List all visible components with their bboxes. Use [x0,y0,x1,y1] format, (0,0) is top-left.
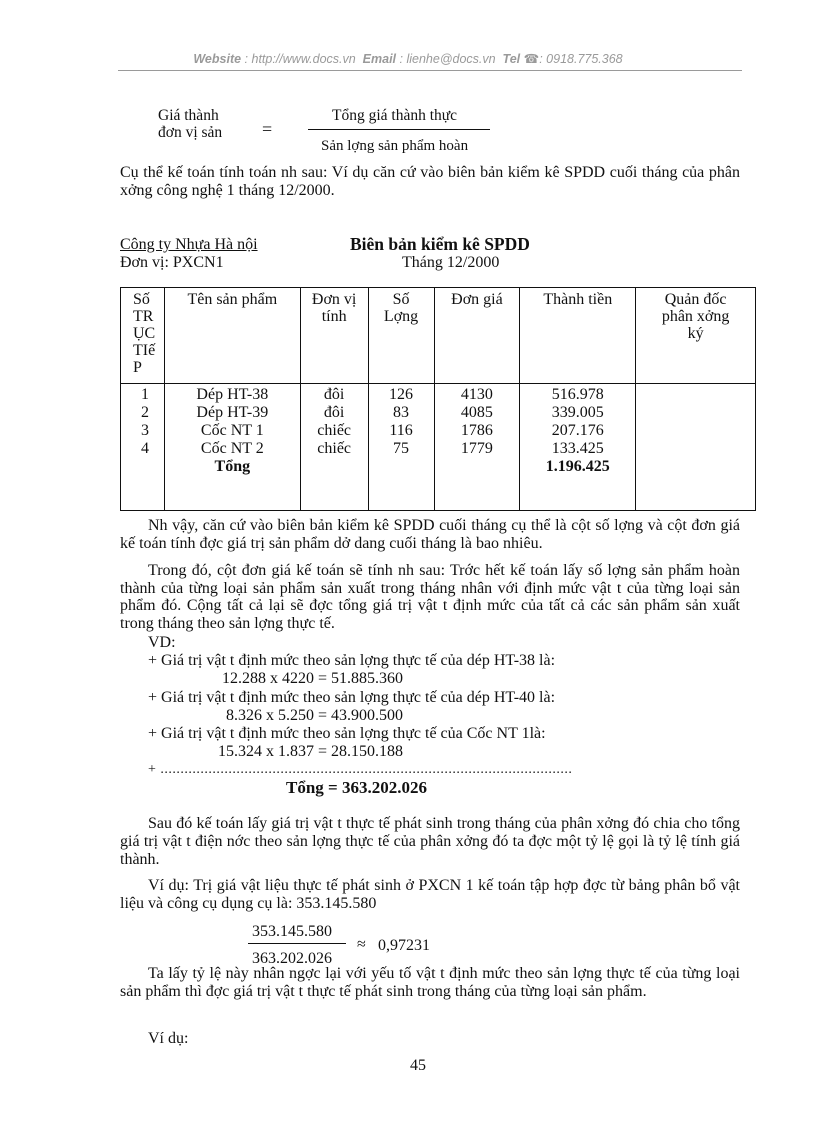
example-item-2: + Giá trị vật t định mức theo sản lợng thực tế của dép HT-40 là: [148,689,556,706]
company-name: Công ty Nhựa Hà nội [120,236,258,253]
header-price: Đơn giá [434,288,520,384]
vd-label: VD: [148,634,176,651]
header-amount: Thành tiền [520,288,636,384]
table-row [121,384,756,511]
example-calc-3: 15.324 x 1.837 = 28.150.188 [218,743,404,760]
dots-line: + ....................................................................................................... [148,762,573,777]
formula-fraction-bar [308,129,490,130]
page-header [0,51,816,66]
unit-name: Đơn vị: PXCN1 [120,254,224,271]
header-qty: Số Lợng [368,288,434,384]
approx-sign: ≈ [357,936,366,953]
tel-label: Tel [502,52,521,66]
paragraph-3: Sau đó kế toán lấy giá trị vật t thực tế phát sinh trong tháng của phân xởng đó chia cho tổng giá trị vật t điện nớc theo sản lợng thực tế của phân xởng đó ta đợc một tỷ lệ gọi là tỷ lệ tính giá thành. [120,815,740,868]
example-calc-2: 8.326 x 5.250 = 43.900.500 [226,707,404,724]
email-value: : lienhe@docs.vn [399,52,496,66]
col-qty: 126 83 116 75 [368,384,434,511]
ratio-fraction-bar [248,943,346,944]
paragraph-6: Ví dụ: [148,1030,189,1047]
paragraph-4: Ví dụ: Trị giá vật liệu thực tế phát sinh ở PXCN 1 kế toán tập hợp đợc từ bảng phân bổ vật liệu và công cụ dụng cụ là: 353.145.580 [120,877,740,912]
report-title: Biên bản kiểm kê SPDD [350,234,530,254]
table-header-row [121,288,756,384]
header-rule [118,70,742,71]
intro-paragraph: Cụ thể kế toán tính toán nh sau: Ví dụ căn cứ vào biên bản kiểm kê SPDD cuối tháng của phân xởng công nghệ 1 tháng 12/2000. [120,164,740,199]
example-item-3: + Giá trị vật t định mức theo sản lợng thực tế của Cốc NT 1là: [148,725,546,742]
formula-lhs-line2: đơn vị sản [158,124,223,141]
ratio-numerator: 353.145.580 [252,923,332,940]
report-month: Tháng 12/2000 [402,254,500,271]
example-item-1: + Giá trị vật t định mức theo sản lợng thực tế của dép HT-38 là: [148,652,556,669]
total-label: Tổng [214,458,251,475]
formula-denominator: Sản lợng sản phẩm hoàn [321,138,469,154]
example-calc-1: 12.288 x 4220 = 51.885.360 [222,670,404,687]
paragraph-5: Ta lấy tỷ lệ này nhân ngợc lại với yếu tố vật t định mức theo sản lợng thực tế của từng loại sản phẩm thì đợc giá trị vật t thực tế phát sinh trong tháng của từng loại sản phẩm. [120,965,740,1000]
phone-icon: ☎ [523,52,540,66]
formula-equals: = [262,119,273,139]
col-unit: đôi đôi chiếc chiếc [300,384,368,511]
header-stt: Số TR ỤC TIế P [121,288,165,384]
header-product: Tên sản phẩm [164,288,300,384]
website-value: : http://www.docs.vn [244,52,356,66]
header-signature: Quản đốc phân xởng ký [636,288,756,384]
header-unit: Đơn vị tính [300,288,368,384]
ratio-value: 0,97231 [378,937,430,954]
tel-value: : 0918.775.368 [539,52,623,66]
col-amount: 516.978 339.005 207.176 133.425 1.196.425 [520,384,636,511]
page-number: 45 [410,1057,426,1074]
formula-lhs-line1: Giá thành [158,107,219,124]
sum-total: Tổng = 363.202.026 [286,778,427,797]
inventory-table [120,287,756,511]
website-label: Website [193,52,242,66]
paragraph-2: Trong đó, cột đơn giá kế toán sẽ tính nh sau: Trớc hết kế toán lấy số lợng sản phẩm hoàn thành của từng loại sản phẩm sản xuất trong tháng nhân với định mức vật t của từng loại sản phẩm đó. Cộng tất cả lại sẽ đợc tổng giá trị vật t định mức của tất cả các sản phẩm sản xuất trong tháng theo sản lợng thực tế. [120,562,740,632]
formula-numerator: Tổng giá thành thực [332,107,458,124]
col-product: Dép HT-38 Dép HT-39 Cốc NT 1 Cốc NT 2 Tổng [164,384,300,511]
paragraph-1: Nh vậy, căn cứ vào biên bản kiểm kê SPDD cuối tháng cụ thể là cột số lợng và cột đơn giá kế toán tính đợc giá trị sản phẩm dở dang cuối tháng là bao nhiêu. [120,517,740,552]
col-stt: 1 2 3 4 [121,384,165,511]
email-label: Email [362,52,397,66]
ratio-denominator: 363.202.026 [252,950,332,967]
col-signature [636,384,756,511]
col-price: 4130 4085 1786 1779 [434,384,520,511]
total-amount: 1.196.425 [545,458,610,475]
